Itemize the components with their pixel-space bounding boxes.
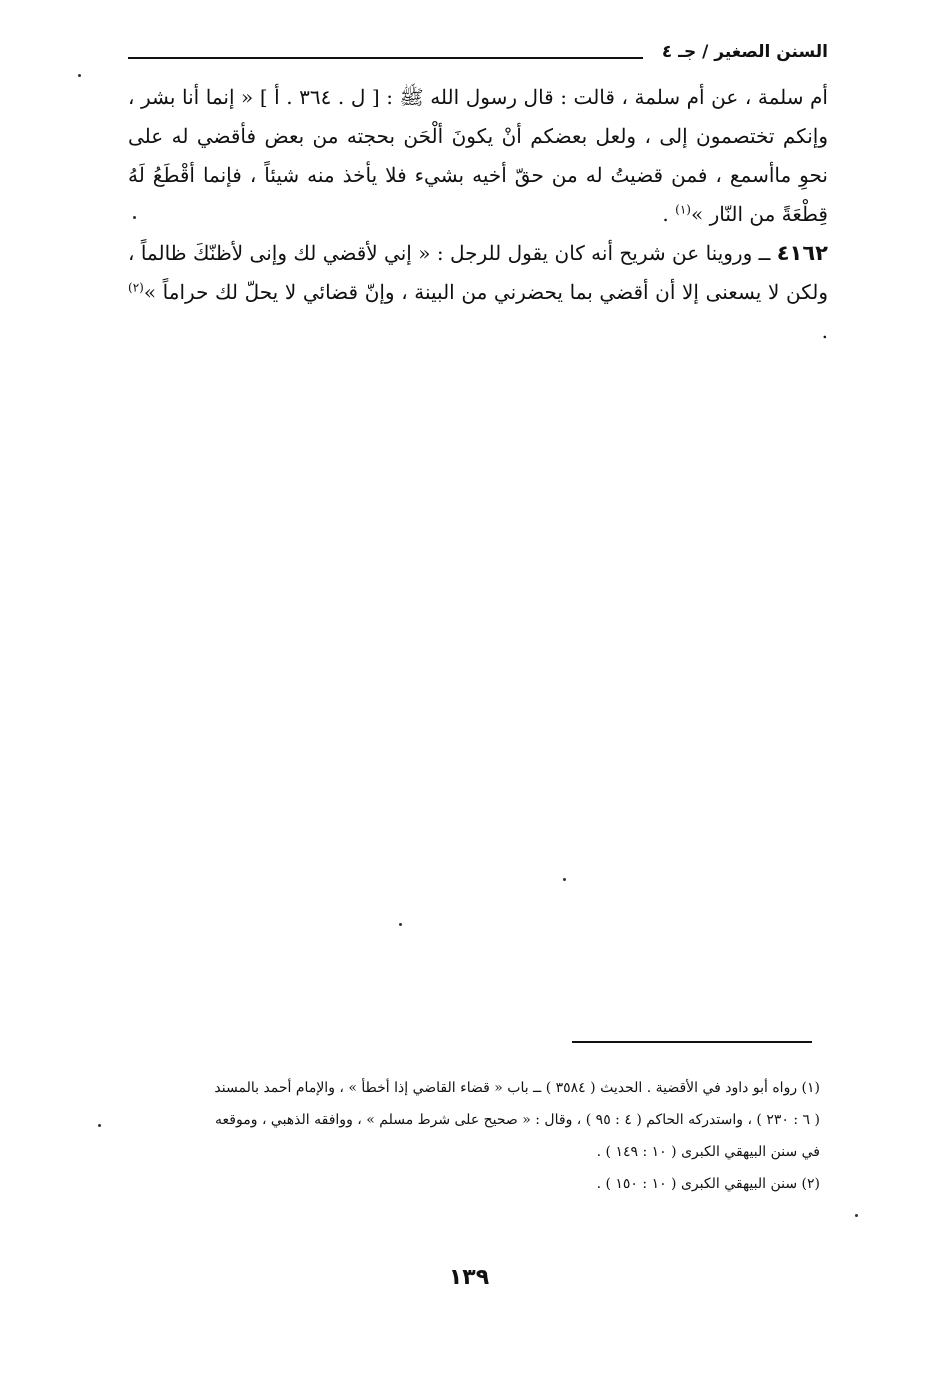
page-number: ١٣٩ [448,1265,490,1290]
footnote-2: (٢) سنن البيهقي الكبرى ( ١٠ : ١٥٠ ) . [596,1176,820,1192]
running-head [128,40,828,70]
paragraph-text: أم سلمة ، عن أم سلمة ، قالت : قال رسول الله ﷺ : [ ل . ٣٦٤ . أ ] « إنما أنا بشر ، وإنكم تختصمون إلى ، ولعل بعضكم أنْ يكونَ ألْحَن بحجته من بعض فأقضي له على نحوِ ماأسمع ، فمن قضيتُ له من حقّ أخيه بشيء فلا يأخذ منه شيئاً ، فإنما أقْطَعُ لَهُ قِطْعَةً من النّار » [128,85,828,226]
main-text [128,78,828,351]
hadith-paragraph-4162 [128,234,828,351]
scan-speck [133,216,136,219]
running-title: السنن الصغير / جـ ٤ [661,42,828,62]
footnote-ref-2: (٢) [128,280,144,295]
footnote-ref-1: (١) [675,202,691,217]
paragraph-text: وروينا عن شريح أنه كان يقول للرجل : « إني لأقضي لك وإنى لأظنّكَ ظالماً ، ولكن لا يسعنى إلا أن أقضي بما يحضرني من البينة ، وإنّ قضائي لا يحلّ لك حراماً » [128,241,828,304]
scan-speck [78,74,81,77]
hadith-dash: ــ [752,241,777,265]
footnotes [110,1072,820,1200]
scan-speck [399,923,402,926]
paragraph-end: . [821,319,828,343]
footnote-1-line-1: (١) رواه أبو داود في الأقضية . الحديث ( ٣٥٨٤ ) ــ باب « قضاء القاضي إذا أخطأ » ، والإمام أحمد بالمسند [214,1080,820,1096]
scan-speck [855,1214,858,1217]
hadith-paragraph-continued [128,78,828,234]
footnote-1-line-3: في سنن البيهقي الكبرى ( ١٠ : ١٤٩ ) . [596,1144,820,1160]
header-rule [128,57,643,59]
footnote-1-line-2: ( ٦ : ٢٣٠ ) ، واستدركه الحاكم ( ٤ : ٩٥ ) ، وقال : « صحيح على شرط مسلم » ، ووافقه الذهبي ، وموقعه [215,1112,820,1128]
hadith-number: ٤١٦٢ [776,241,828,265]
scan-speck [563,878,566,881]
footnote-separator [572,1041,812,1043]
paragraph-end: . [662,202,676,226]
scan-speck [98,1124,101,1127]
